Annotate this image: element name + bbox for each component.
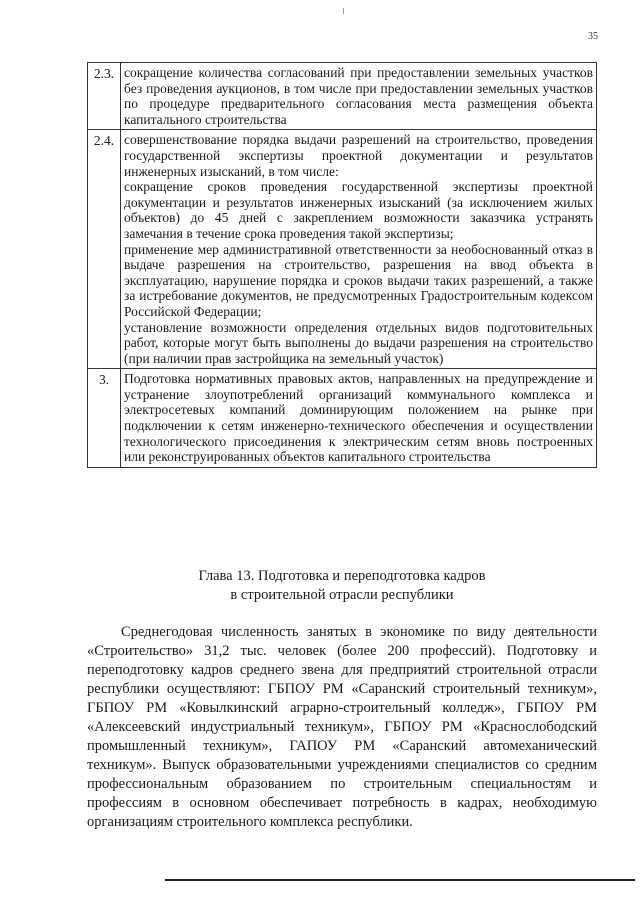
table-row xyxy=(88,63,597,130)
chapter-title-line-2: в строительной отрасли республики xyxy=(230,587,454,603)
row-paragraph: сокращение количества согласований при предоставлении земельных участков без проведения аукционов, в том числе при предоставлении земельных участков по процедуре предварительного согласования места размещения объекта капитального строительства xyxy=(124,65,593,127)
row-number: 2.4. xyxy=(88,130,121,369)
row-text xyxy=(121,369,597,468)
footer-divider xyxy=(165,879,635,881)
page-number: 35 xyxy=(588,31,598,42)
row-text xyxy=(121,63,597,130)
row-paragraph: сокращение сроков проведения государственной экспертизы проектной документации и результатов инженерных изысканий (за исключением жилых объектов) до 45 дней с закреплением возможности заказчика устранять замечания в течение срока проведения такой экспертизы; xyxy=(124,179,593,241)
measures-table xyxy=(87,62,597,468)
row-paragraph: Подготовка нормативных правовых актов, направленных на предупреждение и устранение злоупотреблений организаций коммунального комплекса и электросетевых компаний доминирующим положением на рынке при подключении к сетям инженерно-технического обеспечения и осуществлении технологического присоединения к электрическим сетям вновь построенных или реконструированных объектов капитального строительства xyxy=(124,371,593,465)
chapter-heading xyxy=(87,567,597,605)
row-number: 3. xyxy=(88,369,121,468)
row-text xyxy=(121,130,597,369)
row-paragraph: установление возможности определения отдельных видов подготовительных работ, которые могут быть выполнены до выдачи разрешения на строительство (при наличии прав застройщика на земельный участок) xyxy=(124,319,593,366)
chapter-body-paragraph: Среднегодовая численность занятых в экономике по виду деятельности «Строительство» 31,2 тыс. человек (более 200 профессий). Подготовку и переподготовку кадров среднего звена для предприятий строительной отрасли республики осуществляют: ГБПОУ РМ «Саранский строительный техникум», ГБПОУ РМ «Ковылкинский аграрно-строительный колледж», ГБПОУ РМ «Алексеевский индустриальный техникум», ГБПОУ РМ «Краснослободский промышленный техникум», ГАПОУ РМ «Саранский автомеханический техникум». Выпуск образовательными учреждениями специалистов со средним профессиональным образованием по строительным специальностям и профессиям в основном обеспечивает потребность в кадрах, необходимую организациям строительного комплекса республики. xyxy=(87,624,597,830)
row-number: 2.3. xyxy=(88,63,121,130)
chapter-title-line-1: Глава 13. Подготовка и переподготовка кадров xyxy=(198,568,486,584)
row-paragraph: совершенствование порядка выдачи разрешений на строительство, проведения государственной экспертизы проектной документации и результатов инженерных изысканий, в том числе: xyxy=(124,132,593,179)
table-row xyxy=(88,130,597,369)
row-paragraph: применение мер административной ответственности за необоснованный отказ в выдаче разрешения на строительство, разрешения на ввод объекта в эксплуатацию, нарушение порядка и сроков выдачи таких разрешений, а также за истребование документов, не предусмотренных Градостроительным кодексом Российской Федерации; xyxy=(124,241,593,319)
table-row xyxy=(88,369,597,468)
scan-mark xyxy=(343,8,344,14)
